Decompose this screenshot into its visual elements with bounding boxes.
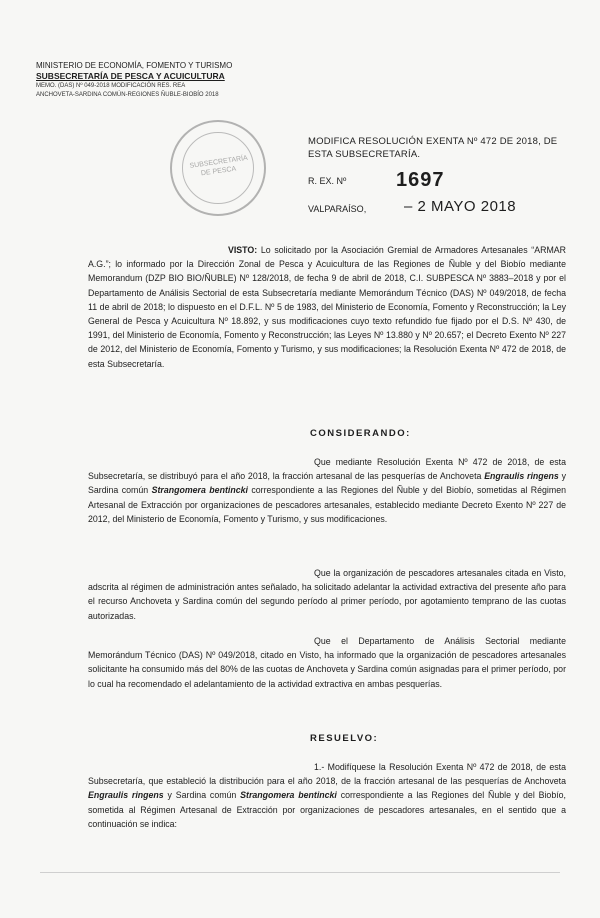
- resuelvo-1-text-b: y Sardina común: [163, 790, 241, 801]
- visto-paragraph: [88, 243, 566, 371]
- considerando-heading: CONSIDERANDO:: [310, 428, 411, 439]
- considerando-1-text-b: y Sardina común: [88, 471, 567, 496]
- ministry-name: MINISTERIO DE ECONOMÍA, FOMENTO Y TURISMO: [36, 61, 233, 70]
- considerando-1-text-a: Que mediante Resolución Exenta Nº 472 de 2018, de esta Subsecretaría, se distribuyó para el año 2018, la fracción artesanal de las pesquerías de Anchoveta: [88, 457, 566, 482]
- considerando-paragraph-1: [88, 455, 566, 526]
- considerando-1-text-c: correspondiente a las Regiones del Ñuble y del Biobío, sometidas al Régimen Artesanal de Extracción por organizaciones de pescadores artesanales, establecido mediante Decreto Exento Nº 227 de 2012, del Ministerio de Economía, Fomento y Turismo, y sus modificaciones.: [88, 485, 566, 524]
- resuelvo-1-text-c: correspondiente a las Regiones del Ñuble y del Biobío, sometida al Régimen Artesanal de Extracción por organizaciones de pescadores artesanales, en el sentido que a continuación se indica:: [88, 790, 566, 829]
- considerando-paragraph-2: Que la organización de pescadores artesanales citada en Visto, adscrita al régimen de administración antes señalado, ha solicitado adelantar la actividad extractiva del presente año para el recurso Anchoveta y Sardina común del segundo período al primer período, por agotamiento temprano de las cuotas autorizadas.: [88, 568, 566, 621]
- species-anchoveta: Engraulis ringens: [88, 790, 164, 801]
- official-seal: [170, 120, 266, 216]
- reference-line-2: ANCHOVETA-SARDINA COMÚN-REGIONES ÑUBLE-BIOBÍO 2018: [36, 92, 219, 98]
- visto-text: Lo solicitado por la Asociación Gremial de Armadores Artesanales “ARMAR A.G.”; lo informado por la Dirección Zonal de Pesca y Acuicultura de las Regiones de Ñuble y del Biobío mediante Memorandum (DZP BIO BIO/ÑUBLE) Nº 128/2018, de fecha 9 de abril de 2018, C.I. SUBPESCA Nº 3883–2018 y por el Departamento de Análisis Sectorial de esta Subsecretaría mediante Memorándum Técnico (DAS) Nº 049/2018, de fecha 11 de abril de 2018; lo dispuesto en el D.F.L. Nº 5 de 1983, del Ministerio de Economía, Fomento y Reconstrucción; la Ley General de Pesca y Acuicultura Nº 18.892, y sus modificaciones cuyo texto refundido fue fijado por el D.S. Nº 430, de 1991, del Ministerio de Economía, Fomento y Reconstrucción; las Leyes Nº 13.880 y Nº 20.657; el Decreto Exento Nº 227 de 2012, del Ministerio de Economía, Fomento y Turismo, y sus modificaciones; la Resolución Exenta Nº 472 de 2018, de esta Subsecretaría.: [88, 245, 566, 369]
- resolution-prefix: R. EX. Nº: [308, 176, 347, 186]
- subsecretaria-name: SUBSECRETARÍA DE PESCA Y ACUICULTURA: [36, 71, 225, 81]
- resuelvo-heading: RESUELVO:: [310, 733, 379, 744]
- resuelvo-1-text-a: 1.- Modifíquese la Resolución Exenta Nº 472 de 2018, de esta Subsecretaría, que estableció la distribución para el año 2018, de la fracción artesanal de las pesquerías de Anchoveta: [88, 762, 566, 787]
- species-sardina: Strangomera bentincki: [151, 485, 248, 496]
- resolution-title: MODIFICA RESOLUCIÓN EXENTA Nº 472 DE 2018, DE ESTA SUBSECRETARÍA.: [308, 136, 558, 160]
- resolution-place: VALPARAÍSO,: [308, 204, 367, 214]
- page-bottom-rule: [40, 872, 560, 873]
- species-sardina: Strangomera bentincki: [240, 790, 337, 801]
- letterhead: [36, 60, 256, 100]
- resuelvo-paragraph-1: [88, 760, 566, 831]
- species-anchoveta: Engraulis ringens: [484, 471, 559, 482]
- resolution-number: 1697: [396, 169, 445, 191]
- resolution-date: – 2 MAYO 2018: [404, 198, 517, 215]
- reference-line-1: MEMO. (DAS) Nº 049-2018 MODIFICACIÓN RES. REA: [36, 83, 186, 89]
- visto-label: VISTO:: [228, 245, 258, 255]
- considerando-paragraph-3: Que el Departamento de Análisis Sectorial mediante Memorándum Técnico (DAS) Nº 049/2018, citado en Visto, ha informado que la organización de pescadores artesanales solicitante ha consumido más del 80% de las cuotas de Anchoveta y Sardina común asignadas para el primer período, por lo cual ha recomendado el adelantamiento de la actividad extractiva en ambas pesquerías.: [88, 636, 566, 689]
- seal-text: SUBSECRETARÍA DE PESCA: [189, 154, 249, 178]
